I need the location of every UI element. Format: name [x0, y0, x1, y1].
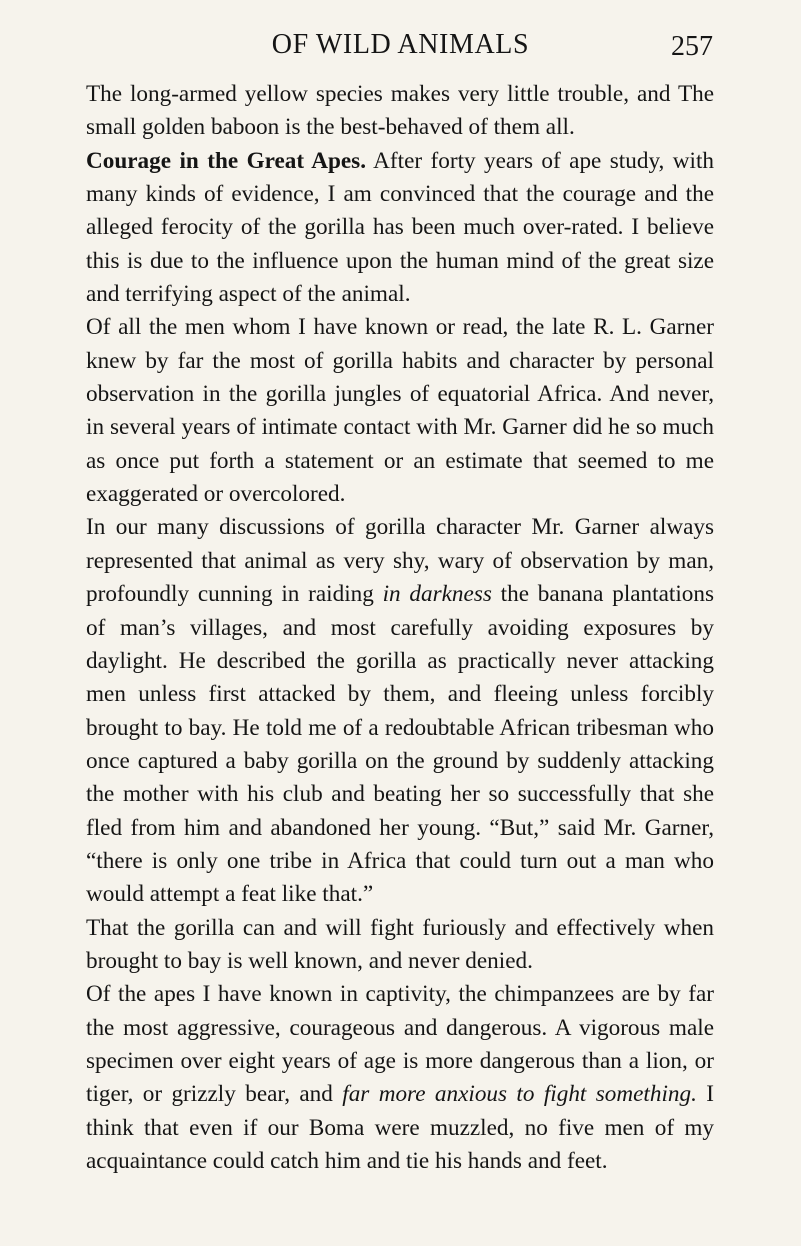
paragraph-text: After forty years of ape study, with many kinds of evidence, I am convinced that the courage and the alleged ferocity of the gorilla has been much over-rated. I believe this is due to the influence upon the human mind of the great size and terrifying aspect of the animal.	[86, 147, 714, 308]
paragraph-chimpanzee-aggression	[86, 978, 714, 1178]
page-number: 257	[671, 31, 713, 62]
paragraph-text: That the gorilla can and will fight furiously and effectively when brought to bay is well known, and never denied.	[86, 914, 714, 974]
paragraph-text: Of all the men whom I have known or read, the late R. L. Garner knew by far the most of gorilla habits and character by personal observation in the gorilla jungles of equatorial Africa. And never, in several years of intimate contact with Mr. Garner did he so much as once put forth a statement or an estimate that seemed to me exaggerated or overcolored.	[86, 314, 714, 508]
paragraph-garner-discussions	[86, 511, 714, 911]
paragraph-gorilla-fight	[86, 912, 714, 979]
running-title: OF WILD ANIMALS	[271, 29, 530, 60]
page-header	[88, 23, 713, 67]
paragraph-garner-knowledge	[86, 311, 714, 511]
paragraph-courage-great-apes	[86, 145, 714, 312]
paragraph-text-after-italic: I think that even if our Boma were muzzled, no five men of my acquaintance could catch him and tie his hands and feet.	[86, 1081, 714, 1174]
section-heading: Courage in the Great Apes.	[86, 147, 367, 174]
italic-phrase: in darkness	[382, 581, 492, 608]
paragraph-text: The long-armed yellow species makes very little trouble, and The small golden baboon is the best-behaved of them all.	[86, 81, 714, 141]
paragraph-text-after-italic: the banana plantations of man’s villages, and most carefully avoiding exposures by daylight. He described the gorilla as practically never attacking men unless first attacked by them, and fleeing unless forcibly brought to bay. He told me of a redoubtable African tribesman who once captured a baby gorilla on the ground by suddenly attacking the mother with his club and beating her so successfully that she fled from him and abandoned her young. “But,” said Mr. Garner, “there is only one tribe in Africa that could turn out a man who would attempt a feat like that.”	[86, 581, 714, 908]
body-text	[86, 78, 714, 1178]
paragraph-baboon-species	[86, 78, 714, 145]
paragraph-text-before-italic: In our many discussions of gorilla character Mr. Garner always represented that animal as very shy, wary of observation by man, profoundly cunning in raiding	[86, 514, 714, 608]
paragraph-text-before-italic: Of the apes I have known in captivity, the chimpanzees are by far the most aggressive, courageous and dangerous. A vigorous male specimen over eight years of age is more dangerous than a lion, or tiger, or grizzly bear, and	[86, 981, 714, 1108]
italic-phrase: far more anxious to fight something.	[342, 1081, 697, 1108]
